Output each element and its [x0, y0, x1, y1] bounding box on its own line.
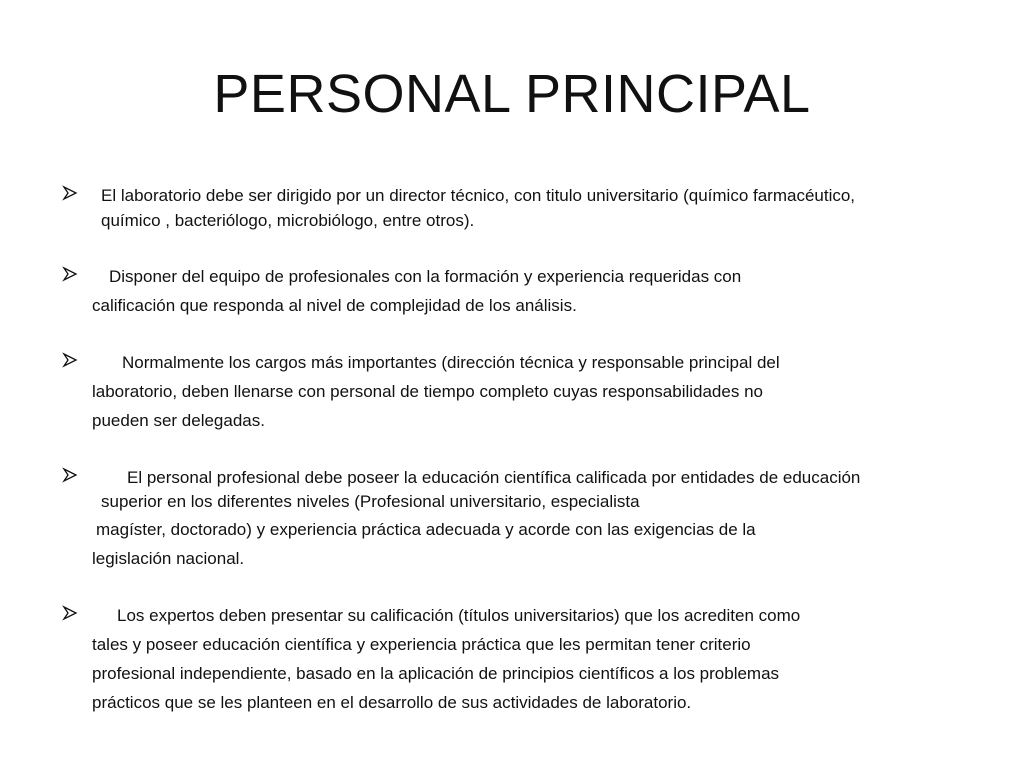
- bullet-text-line: prácticos que se les planteen en el desarrollo de sus actividades de laboratorio.: [92, 693, 692, 712]
- arrowhead-bullet-icon: [62, 185, 84, 207]
- bullet-text-line: Disponer del equipo de profesionales con la formación y experiencia requeridas con: [109, 267, 742, 286]
- bullet-text-line: pueden ser delegadas.: [92, 411, 265, 430]
- bullet-text-line: calificación que responda al nivel de complejidad de los análisis.: [92, 296, 577, 315]
- arrowhead-bullet-icon: [62, 467, 84, 489]
- bullet-text-line: tales y poseer educación científica y experiencia práctica que les permitan tener criterio: [92, 635, 751, 654]
- bullet-text-line: profesional independiente, basado en la aplicación de principios científicos a los problemas: [92, 664, 780, 683]
- bullet-text-line: químico , bacteriólogo, microbiólogo, entre otros).: [101, 211, 475, 230]
- bullet-text-line: legislación nacional.: [92, 549, 245, 568]
- arrowhead-bullet-icon: [62, 605, 84, 627]
- arrowhead-bullet-icon: [62, 266, 84, 288]
- bullet-text-line: El personal profesional debe poseer la educación científica calificada por entidades de educación: [127, 468, 861, 487]
- slide-title: PERSONAL PRINCIPAL: [213, 64, 811, 124]
- bullet-text-line: Normalmente los cargos más importantes (dirección técnica y responsable principal del: [122, 353, 780, 372]
- bullet-text-line: Los expertos deben presentar su calificación (títulos universitarios) que los acrediten como: [117, 606, 801, 625]
- bullet-text-line: laboratorio, deben llenarse con personal de tiempo completo cuyas responsabilidades no: [92, 382, 763, 401]
- bullet-text-line: superior en los diferentes niveles (Profesional universitario, especialista: [101, 492, 640, 511]
- arrowhead-bullet-icon: [62, 352, 84, 374]
- bullet-text-line: El laboratorio debe ser dirigido por un director técnico, con titulo universitario (químico farmacéutico,: [101, 186, 856, 205]
- bullet-text-line: magíster, doctorado) y experiencia práctica adecuada y acorde con las exigencias de la: [96, 520, 756, 539]
